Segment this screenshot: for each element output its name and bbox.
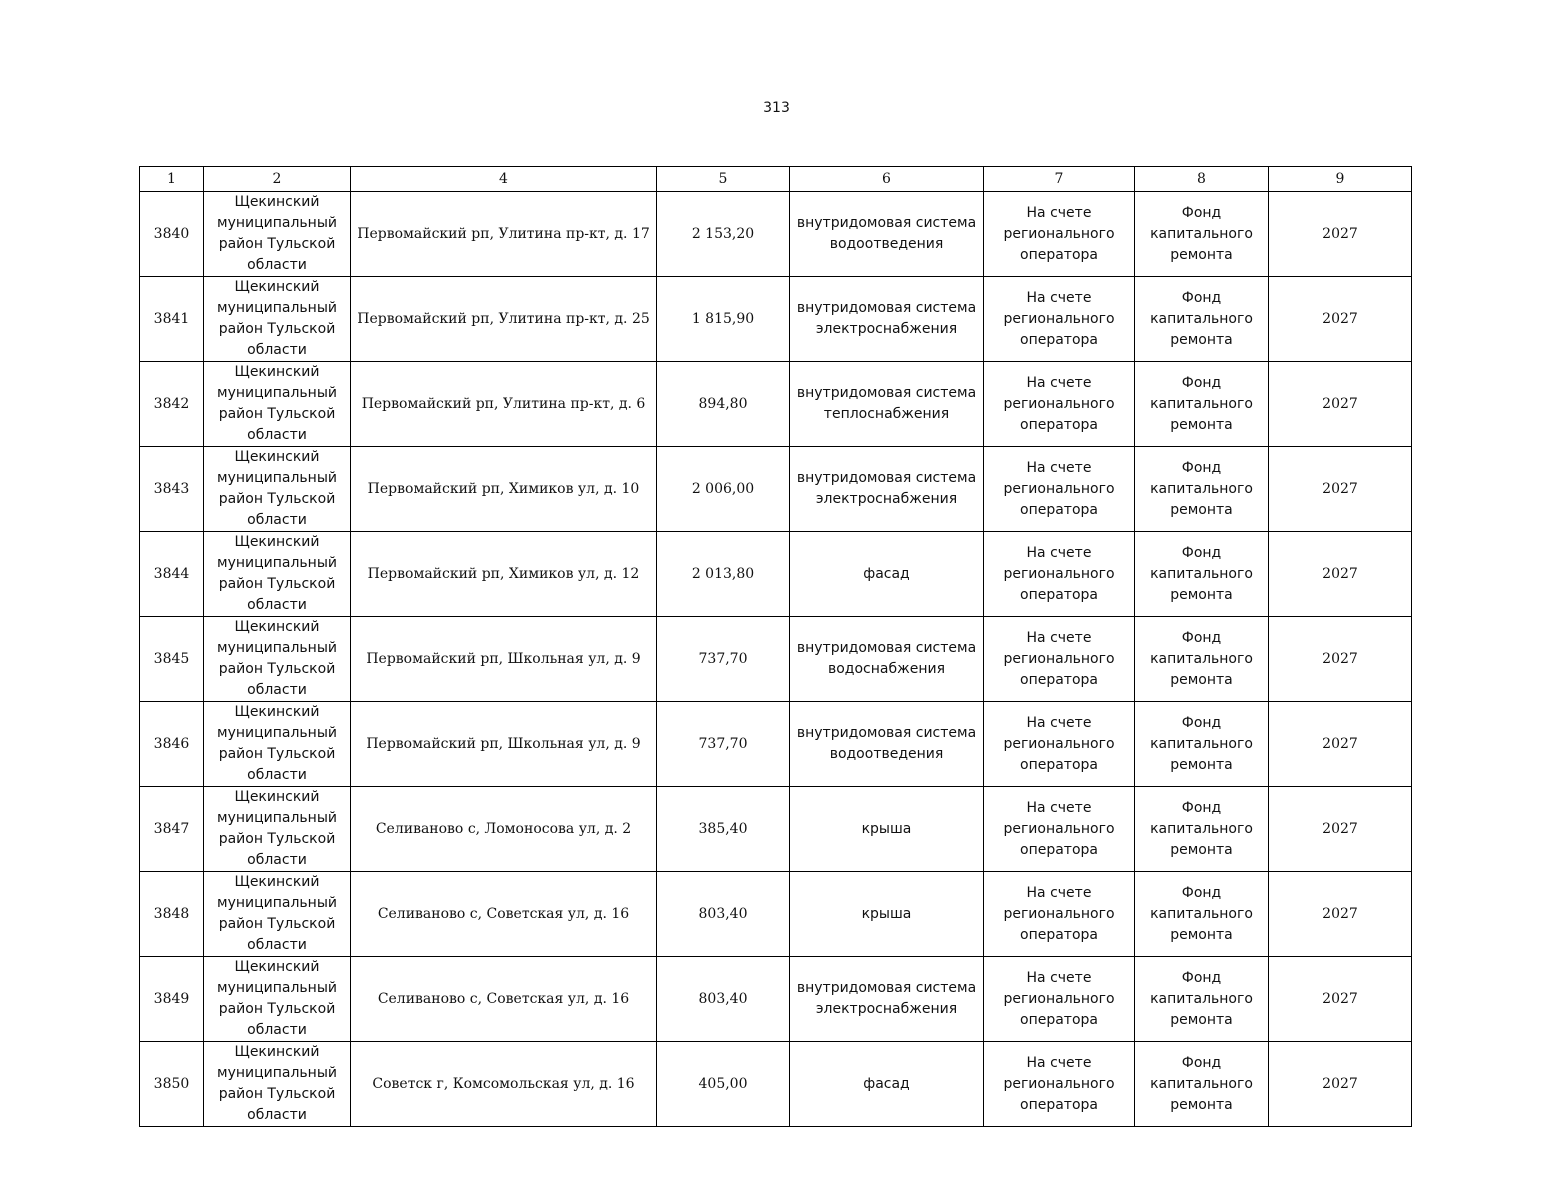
account-cell: На счете регионального оператора [984,787,1135,872]
column-header-6: 6 [790,167,984,192]
address-cell: Советск г, Комсомольская ул, д. 16 [351,1042,657,1127]
municipality-cell: Щекинский муниципальный район Тульской области [204,532,351,617]
address-cell: Первомайский рп, Улитина пр-кт, д. 25 [351,277,657,362]
address-cell: Селиваново с, Советская ул, д. 16 [351,872,657,957]
address-cell: Первомайский рп, Химиков ул, д. 10 [351,447,657,532]
column-header-5: 5 [657,167,790,192]
row-number-cell: 3850 [140,1042,204,1127]
work-type-cell: внутридомовая система водоотведения [790,192,984,277]
municipality-cell: Щекинский муниципальный район Тульской области [204,277,351,362]
table-row [140,192,1412,277]
address-cell: Селиваново с, Ломоносова ул, д. 2 [351,787,657,872]
municipality-cell: Щекинский муниципальный район Тульской области [204,192,351,277]
row-number-cell: 3843 [140,447,204,532]
year-cell: 2027 [1269,957,1412,1042]
row-number-cell: 3841 [140,277,204,362]
funding-source-cell: Фонд капитального ремонта [1135,787,1269,872]
area-cell: 385,40 [657,787,790,872]
column-header-4: 4 [351,167,657,192]
municipality-cell: Щекинский муниципальный район Тульской области [204,617,351,702]
funding-source-cell: Фонд капитального ремонта [1135,192,1269,277]
funding-source-cell: Фонд капитального ремонта [1135,532,1269,617]
year-cell: 2027 [1269,702,1412,787]
year-cell: 2027 [1269,447,1412,532]
funding-source-cell: Фонд капитального ремонта [1135,277,1269,362]
work-type-cell: фасад [790,1042,984,1127]
column-header-9: 9 [1269,167,1412,192]
year-cell: 2027 [1269,617,1412,702]
row-number-cell: 3840 [140,192,204,277]
column-header-7: 7 [984,167,1135,192]
work-type-cell: крыша [790,872,984,957]
year-cell: 2027 [1269,1042,1412,1127]
municipality-cell: Щекинский муниципальный район Тульской области [204,957,351,1042]
column-header-1: 1 [140,167,204,192]
year-cell: 2027 [1269,277,1412,362]
address-cell: Селиваново с, Советская ул, д. 16 [351,957,657,1042]
work-type-cell: внутридомовая система электроснабжения [790,277,984,362]
account-cell: На счете регионального оператора [984,1042,1135,1127]
work-type-cell: внутридомовая система теплоснабжения [790,362,984,447]
account-cell: На счете регионального оператора [984,192,1135,277]
header-row [140,167,1412,192]
funding-source-cell: Фонд капитального ремонта [1135,702,1269,787]
area-cell: 737,70 [657,617,790,702]
work-type-cell: крыша [790,787,984,872]
address-cell: Первомайский рп, Химиков ул, д. 12 [351,532,657,617]
area-cell: 1 815,90 [657,277,790,362]
municipality-cell: Щекинский муниципальный район Тульской области [204,872,351,957]
area-cell: 803,40 [657,872,790,957]
account-cell: На счете регионального оператора [984,447,1135,532]
table-row [140,957,1412,1042]
address-cell: Первомайский рп, Улитина пр-кт, д. 6 [351,362,657,447]
area-cell: 737,70 [657,702,790,787]
work-type-cell: внутридомовая система водоотведения [790,702,984,787]
area-cell: 894,80 [657,362,790,447]
row-number-cell: 3845 [140,617,204,702]
account-cell: На счете регионального оператора [984,872,1135,957]
table-row [140,702,1412,787]
row-number-cell: 3844 [140,532,204,617]
funding-source-cell: Фонд капитального ремонта [1135,447,1269,532]
work-type-cell: внутридомовая система водоснабжения [790,617,984,702]
year-cell: 2027 [1269,362,1412,447]
account-cell: На счете регионального оператора [984,957,1135,1042]
table-row [140,787,1412,872]
area-cell: 2 153,20 [657,192,790,277]
area-cell: 405,00 [657,1042,790,1127]
column-header-8: 8 [1135,167,1269,192]
area-cell: 2 006,00 [657,447,790,532]
table-row [140,277,1412,362]
municipality-cell: Щекинский муниципальный район Тульской области [204,362,351,447]
address-cell: Первомайский рп, Школьная ул, д. 9 [351,702,657,787]
capital-repair-table [139,166,1412,1127]
area-cell: 2 013,80 [657,532,790,617]
table-row [140,872,1412,957]
funding-source-cell: Фонд капитального ремонта [1135,872,1269,957]
account-cell: На счете регионального оператора [984,532,1135,617]
address-cell: Первомайский рп, Школьная ул, д. 9 [351,617,657,702]
funding-source-cell: Фонд капитального ремонта [1135,1042,1269,1127]
municipality-cell: Щекинский муниципальный район Тульской области [204,447,351,532]
row-number-cell: 3849 [140,957,204,1042]
table-row [140,362,1412,447]
row-number-cell: 3846 [140,702,204,787]
row-number-cell: 3848 [140,872,204,957]
year-cell: 2027 [1269,872,1412,957]
work-type-cell: внутридомовая система электроснабжения [790,957,984,1042]
account-cell: На счете регионального оператора [984,277,1135,362]
municipality-cell: Щекинский муниципальный район Тульской области [204,702,351,787]
row-number-cell: 3842 [140,362,204,447]
table-body [140,192,1412,1127]
row-number-cell: 3847 [140,787,204,872]
year-cell: 2027 [1269,787,1412,872]
table-header [140,167,1412,192]
municipality-cell: Щекинский муниципальный район Тульской области [204,787,351,872]
account-cell: На счете регионального оператора [984,617,1135,702]
year-cell: 2027 [1269,532,1412,617]
account-cell: На счете регионального оператора [984,702,1135,787]
table-row [140,1042,1412,1127]
municipality-cell: Щекинский муниципальный район Тульской области [204,1042,351,1127]
work-type-cell: внутридомовая система электроснабжения [790,447,984,532]
funding-source-cell: Фонд капитального ремонта [1135,617,1269,702]
account-cell: На счете регионального оператора [984,362,1135,447]
work-type-cell: фасад [790,532,984,617]
column-header-2: 2 [204,167,351,192]
address-cell: Первомайский рп, Улитина пр-кт, д. 17 [351,192,657,277]
page-number: 313 [763,100,790,116]
table-row [140,617,1412,702]
table-row [140,532,1412,617]
funding-source-cell: Фонд капитального ремонта [1135,957,1269,1042]
year-cell: 2027 [1269,192,1412,277]
funding-source-cell: Фонд капитального ремонта [1135,362,1269,447]
table-row [140,447,1412,532]
area-cell: 803,40 [657,957,790,1042]
